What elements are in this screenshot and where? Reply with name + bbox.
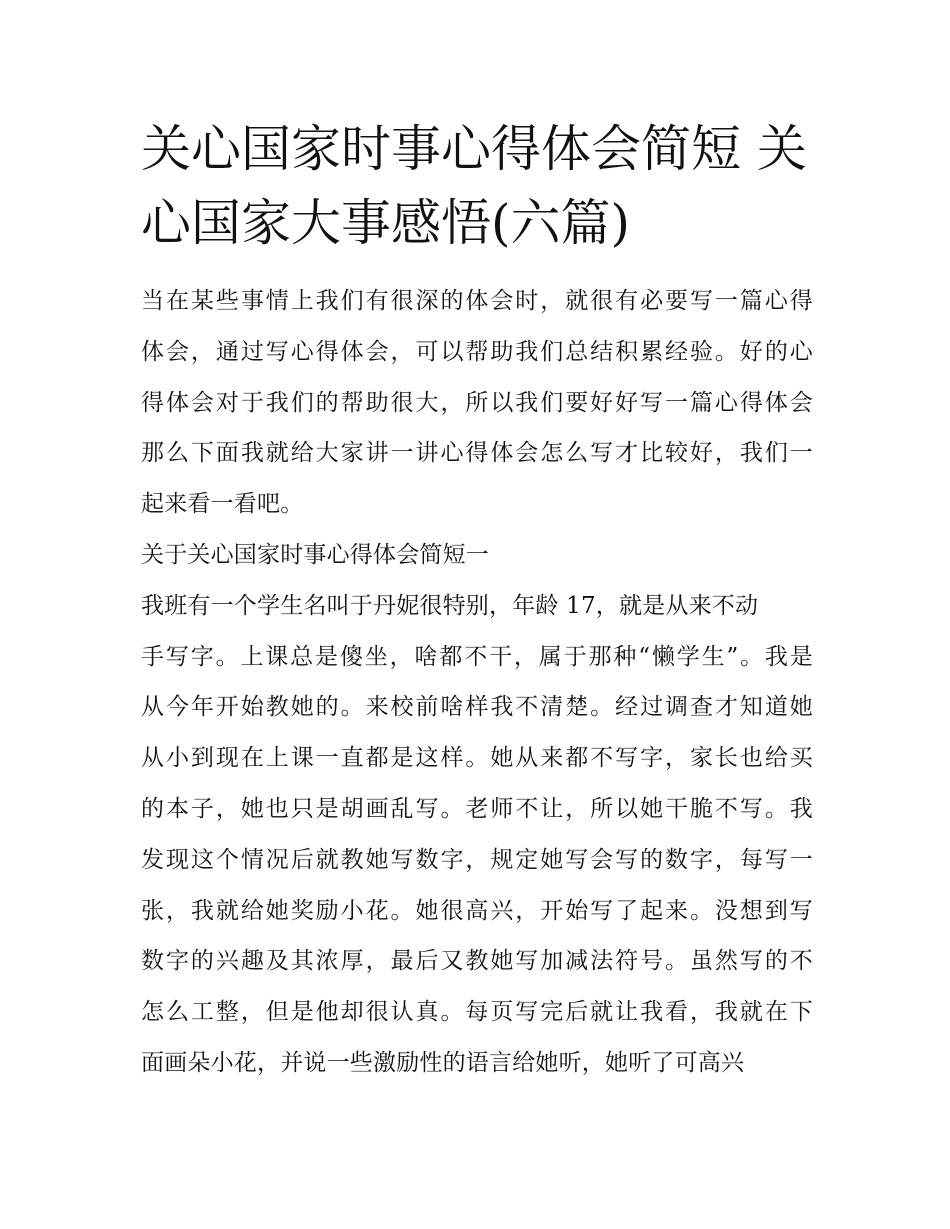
section-line: 我班有一个学生名叫于丹妮很特别，年龄 17，就是从来不动	[141, 592, 759, 619]
title-line-2: 心国家大事感悟(六篇)	[141, 194, 631, 252]
intro-line: 得体会对于我们的帮助很大，所以我们要好好写一篇心得体会	[141, 389, 813, 416]
section-line: 从小到现在上课一直都是这样。她从来都不写字，家长也给买	[141, 745, 813, 772]
title-line-1: 关心国家时事心得体会简短 关	[141, 120, 807, 178]
intro-line: 那么下面我就给大家讲一讲心得体会怎么写才比较好，我们一	[141, 440, 813, 467]
document-body	[141, 276, 813, 1089]
section-line: 的本子，她也只是胡画乱写。老师不让，所以她干脆不写。我	[141, 795, 813, 822]
section-line: 从今年开始教她的。来校前啥样我不清楚。经过调查才知道她	[141, 694, 813, 721]
intro-line: 体会，通过写心得体会，可以帮助我们总结积累经验。好的心	[141, 338, 813, 365]
section-line: 张，我就给她奖励小花。她很高兴，开始写了起来。没想到写	[141, 897, 813, 924]
intro-line: 当在某些事情上我们有很深的体会时，就很有必要写一篇心得	[141, 288, 813, 314]
section-line: 面画朵小花，并说一些激励性的语言给她听，她听了可高兴	[141, 1049, 745, 1076]
section-line: 数字的兴趣及其浓厚，最后又教她写加减法符号。虽然写的不	[141, 948, 813, 975]
section-line: 怎么工整，但是他却很认真。每页写完后就让我看，我就在下	[141, 999, 813, 1026]
section-heading: 关于关心国家时事心得体会简短一	[141, 541, 489, 568]
intro-line: 起来看一看吧。	[141, 491, 304, 518]
document-content	[141, 112, 813, 1089]
section-line: 发现这个情况后就教她写数字，规定她写会写的数字，每写一	[141, 846, 813, 873]
document-title	[141, 112, 813, 260]
section-line: 手写字。上课总是傻坐，啥都不干，属于那种“懒学生”。我是	[141, 643, 813, 670]
